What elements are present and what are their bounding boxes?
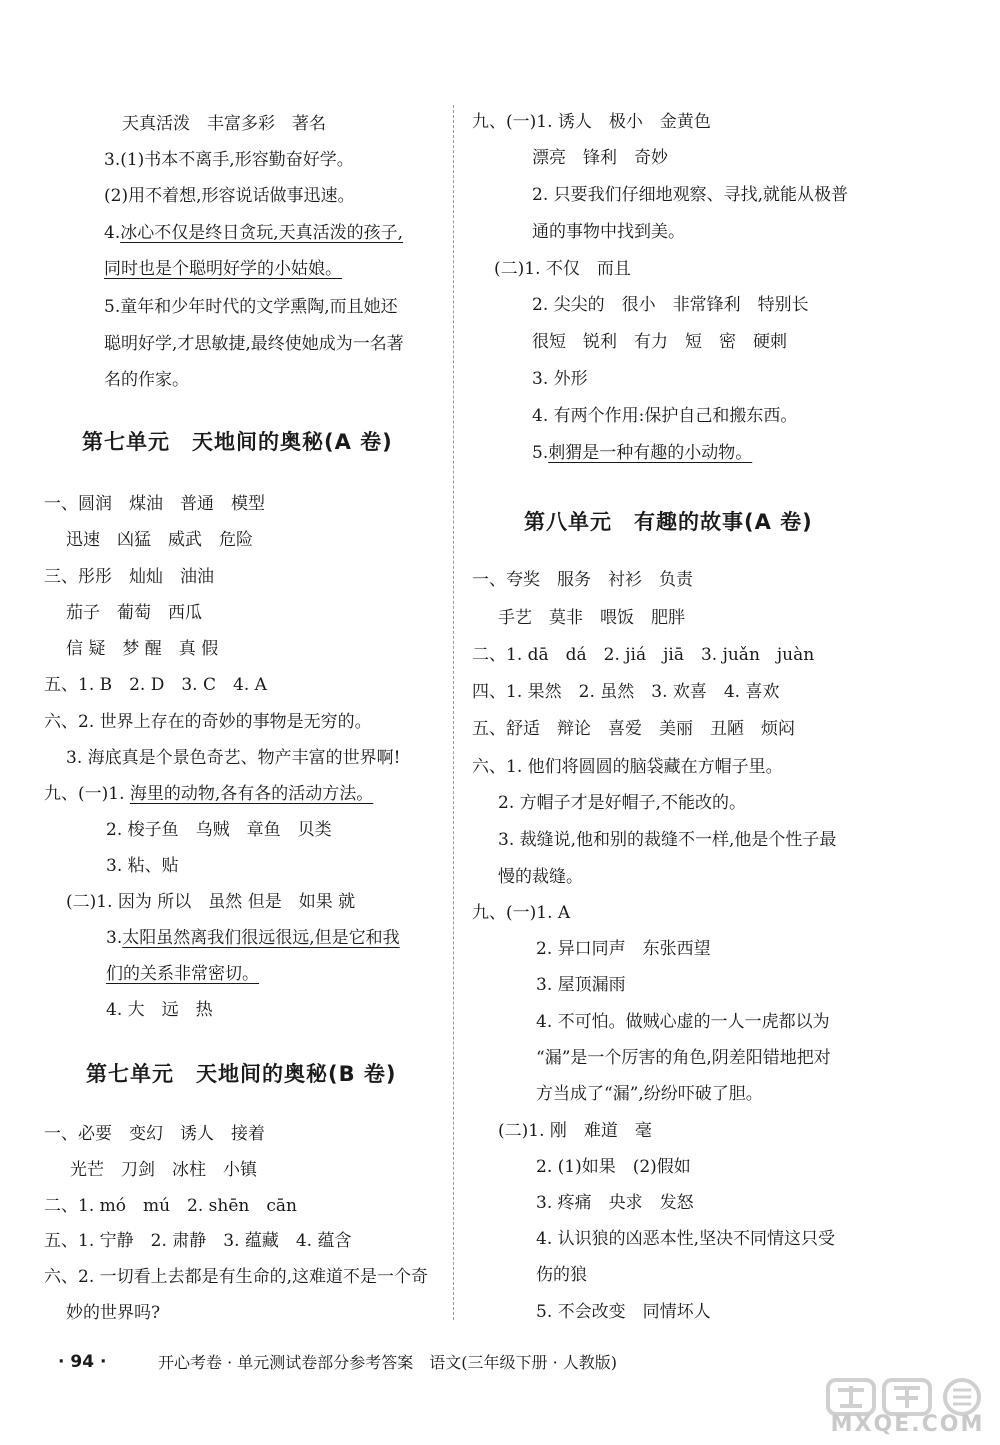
footer-title: 开心考卷 · 单元测试卷部分参考答案 语文(三年级下册 · 人教版): [158, 1353, 618, 1372]
answer-line: 一、必要 变幻 诱人 接着: [44, 1124, 265, 1144]
watermark-logo-icon: [826, 1378, 991, 1416]
answer-line: 五、1. B 2. D 3. C 4. A: [44, 675, 267, 695]
answer-line: 五、舒适 辩论 喜爱 美丽 丑陋 烦闷: [472, 719, 795, 739]
watermark: [820, 1378, 995, 1440]
answer-line: 慢的裁缝。: [498, 867, 583, 887]
answer-line: 4. 有两个作用:保护自己和搬东西。: [532, 406, 798, 426]
answer-line: 九、(一)1. A: [472, 903, 571, 923]
page-number: · 94 ·: [58, 1352, 107, 1372]
answer-line: 3. 疼痛 央求 发怒: [536, 1193, 694, 1213]
answer-line: 一、圆润 煤油 普通 模型: [44, 494, 265, 514]
underlined-answer: 同时也是个聪明好学的小姑娘。: [104, 259, 342, 279]
answer-line: 方当成了“漏”,纷纷吓破了胆。: [536, 1084, 763, 1104]
answer-line: 2. 异口同声 东张西望: [536, 939, 711, 959]
answer-line: 伤的狼: [536, 1265, 587, 1285]
answer-line: 六、2. 世界上存在的奇妙的事物是无穷的。: [44, 712, 372, 732]
answer-line: 4. 大 远 热: [106, 1000, 213, 1020]
answer-line: 二、1. dā dá 2. jiá jiā 3. juǎn juàn: [472, 645, 815, 665]
answer-line: [104, 221, 403, 245]
answer-line: 5. 不会改变 同情坏人: [536, 1302, 711, 1322]
answer-line: 五、1. 宁静 2. 肃静 3. 蕴藏 4. 蕴含: [44, 1231, 352, 1251]
answer-line: [44, 782, 373, 806]
answer-line: 漂亮 锋利 奇妙: [532, 148, 668, 168]
answer-line: 手艺 莫非 喂饭 肥胖: [498, 608, 685, 628]
section-heading: 第八单元 有趣的故事(A 卷): [524, 510, 813, 534]
answer-line: (2)用不着想,形容说话做事迅速。: [104, 186, 355, 206]
answer-line: 2. 尖尖的 很小 非常锋利 特别长: [532, 295, 809, 315]
answer-line: 3. 外形: [532, 369, 588, 389]
answer-line: [532, 441, 752, 465]
answer-line: 六、2. 一切看上去都是有生命的,这难道不是一个奇: [44, 1267, 429, 1287]
answer-line: 三、彤彤 灿灿 油油: [44, 567, 214, 587]
answer-line: 信 疑 梦 醒 真 假: [66, 639, 219, 659]
underlined-answer: 冰心不仅是终日贪玩,天真活泼的孩子,: [120, 223, 404, 243]
item-number: 5.: [532, 443, 549, 463]
item-number: 九、(一)1.: [44, 784, 130, 804]
underlined-answer: 太阳虽然离我们很远很远,但是它和我: [122, 928, 400, 948]
answer-line: 茄子 葡萄 西瓜: [66, 603, 202, 623]
section-heading: 第七单元 天地间的奥秘(B 卷): [86, 1062, 397, 1086]
section-heading: 第七单元 天地间的奥秘(A 卷): [82, 430, 393, 454]
answer-line: “漏”是一个厉害的角色,阴差阳错地把对: [536, 1048, 831, 1068]
answer-line: 3. 裁缝说,他和别的裁缝不一样,他是个性子最: [498, 830, 837, 850]
answer-line: 六、1. 他们将圆圆的脑袋藏在方帽子里。: [472, 757, 783, 777]
answer-line: 2. 只要我们仔细地观察、寻找,就能从极普: [532, 185, 849, 205]
answer-line: (二)1. 不仅 而且: [494, 259, 631, 279]
item-number: 3.: [106, 928, 123, 948]
answer-line: 5.童年和少年时代的文学熏陶,而且她还: [104, 297, 398, 317]
underlined-answer: 刺猬是一种有趣的小动物。: [548, 443, 753, 463]
answer-line: 四、1. 果然 2. 虽然 3. 欢喜 4. 喜欢: [472, 682, 780, 702]
answer-line: 妙的世界吗?: [66, 1303, 161, 1323]
answer-line: 名的作家。: [104, 370, 189, 390]
answer-line: 天真活泼 丰富多彩 著名: [122, 114, 326, 134]
answer-line: 聪明好学,才思敏捷,最终使她成为一名著: [104, 334, 404, 354]
column-divider: [453, 105, 454, 1320]
answer-line: 二、1. mó mú 2. shēn cān: [44, 1196, 297, 1216]
answer-line: 2. 梭子鱼 乌贼 章鱼 贝类: [106, 820, 332, 840]
answer-line: 2. 方帽子才是好帽子,不能改的。: [498, 793, 747, 813]
answer-line: 迅速 凶猛 威武 危险: [66, 530, 253, 550]
underlined-answer: 们的关系非常密切。: [106, 964, 259, 984]
answer-line: 九、(一)1. 诱人 极小 金黄色: [472, 112, 711, 132]
answer-line: 光芒 刀剑 冰柱 小镇: [70, 1160, 257, 1180]
answer-line: 4. 认识狼的凶恶本性,坚决不同情这只受: [536, 1229, 836, 1249]
answer-line: 3. 屋顶漏雨: [536, 975, 626, 995]
answer-line: [106, 926, 400, 950]
answer-line: 4. 不可怕。做贼心虚的一人一虎都以为: [536, 1012, 830, 1032]
answer-line: 2. (1)如果 (2)假如: [536, 1157, 691, 1177]
answer-line: 3. 粘、贴: [106, 856, 179, 876]
answer-line: 很短 锐利 有力 短 密 硬刺: [532, 332, 787, 352]
underlined-answer: 海里的动物,各有各的活动方法。: [129, 784, 374, 804]
answer-line: 3. 海底真是个景色奇艺、物产丰富的世界啊!: [66, 748, 401, 768]
answer-line: 3.(1)书本不离手,形容勤奋好学。: [104, 150, 354, 170]
answer-line: (二)1. 刚 难道 毫: [498, 1121, 652, 1141]
answer-line: 一、夸奖 服务 衬衫 负责: [472, 570, 693, 590]
item-number: 4.: [104, 223, 121, 243]
watermark-url: MXQE.COM: [830, 1412, 985, 1437]
answer-line: (二)1. 因为 所以 虽然 但是 如果 就: [66, 892, 356, 912]
answer-line: 通的事物中找到美。: [532, 222, 685, 242]
